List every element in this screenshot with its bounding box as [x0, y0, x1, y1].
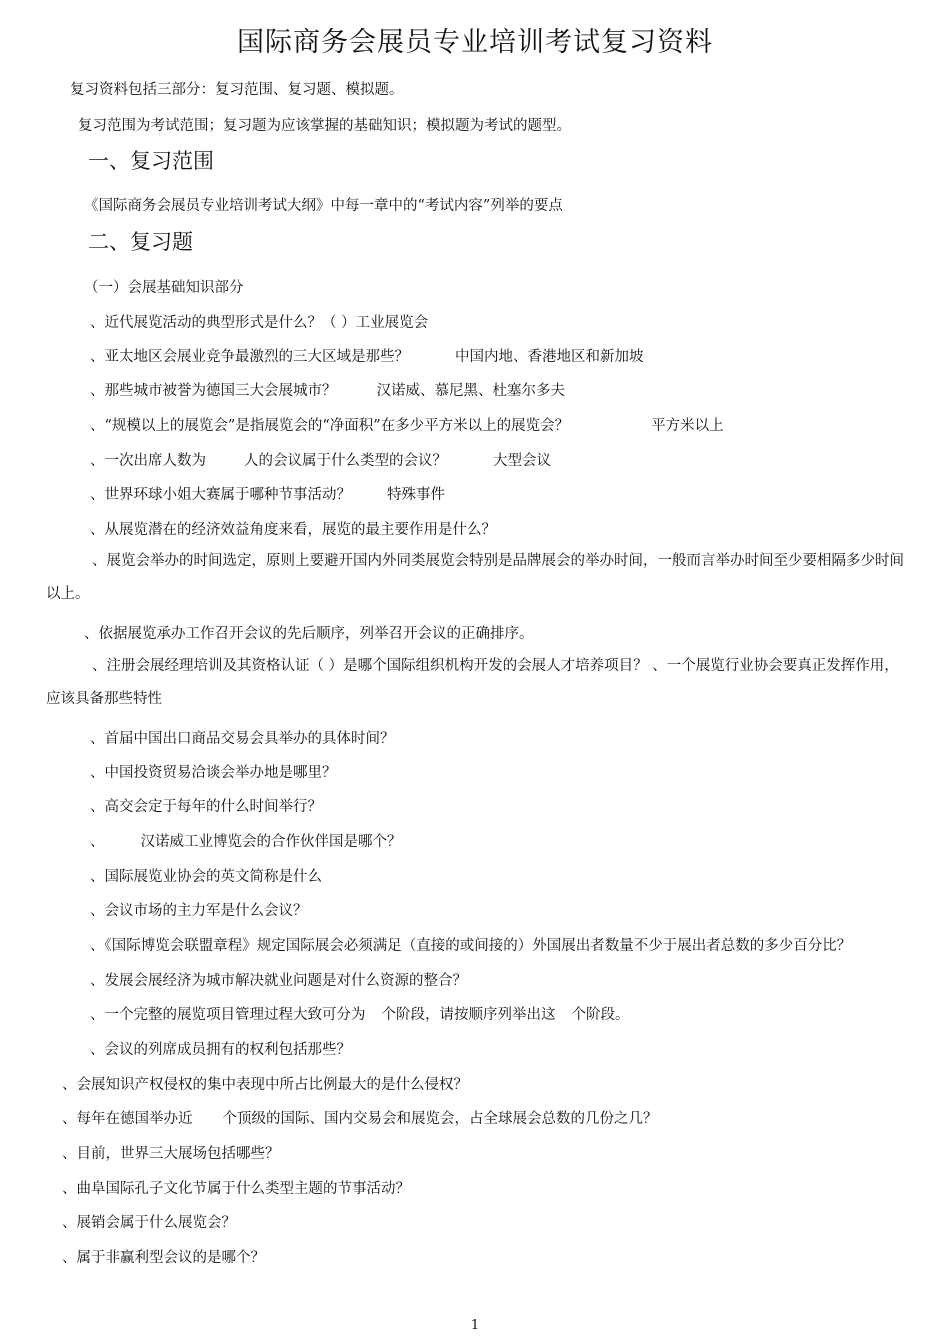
question-item: 、会展知识产权侵权的集中表现中所占比例最大的是什么侵权？ — [62, 1077, 468, 1093]
question-text: 、一个完整的展览项目管理过程大致可分为 — [90, 1007, 366, 1023]
intro-line-1: 复习资料包括三部分：复习范围、复习题、模拟题。 — [70, 82, 404, 98]
document-title: 国际商务会展员专业培训考试复习资料 — [237, 27, 713, 58]
question-item — [90, 483, 445, 504]
question-text: 人的会议属于什么类型的会议？ — [244, 453, 447, 469]
question-item: 、从展览潜在的经济效益角度来看，展览的最主要作用是什么？ — [90, 522, 496, 538]
question-text: 、“规模以上的展览会”是指展览会的“净面积”在多少平方米以上的展览会？ — [90, 418, 570, 434]
section-heading-scope: 一、复习范围 — [88, 149, 214, 173]
question-text: 、每年在德国举办近 — [62, 1111, 193, 1127]
question-text: 个阶段。 — [571, 1007, 630, 1023]
question-item: 、近代展览活动的典型形式是什么？（ ）工业展览会 — [90, 315, 429, 331]
question-item: 、国际展览业协会的英文简称是什么 — [90, 869, 322, 885]
question-item — [90, 345, 644, 366]
question-item: 、高交会定于每年的什么时间举行？ — [90, 799, 322, 815]
question-item — [90, 830, 402, 851]
subsection-heading-basics: （一）会展基础知识部分 — [84, 280, 244, 296]
answer-text: 平方米以上 — [651, 418, 724, 434]
question-text: 个顶级的国际、国内交易会和展览会，占全球展会总数的几份之几？ — [222, 1111, 658, 1127]
question-item: 、目前，世界三大展场包括哪些？ — [62, 1146, 280, 1162]
question-text: 、那些城市被誉为德国三大会展城市？ — [90, 383, 337, 399]
answer-text: 特殊事件 — [387, 487, 445, 503]
question-item — [62, 1107, 658, 1128]
question-item: 、《国际博览会联盟章程》规定国际展会必须满足（直接的或间接的）外国展出者数量不少于展出者总数的多少百分比？ — [90, 938, 852, 954]
question-text: 个阶段，请按顺序列举出这 — [381, 1007, 556, 1023]
question-item: 、会议市场的主力军是什么会议？ — [90, 903, 308, 919]
question-item: 、依据展览承办工作召开会议的先后顺序，列举召开会议的正确排序。 — [84, 626, 534, 642]
question-text: 、世界环球小姐大赛属于哪种节事活动？ — [90, 487, 351, 503]
question-item: 、会议的列席成员拥有的权利包括那些？ — [90, 1042, 351, 1058]
answer-text: 大型会议 — [493, 453, 551, 469]
question-item — [90, 449, 551, 470]
question-item: 、展销会属于什么展览会？ — [62, 1215, 236, 1231]
scope-text: 《国际商务会展员专业培训考试大纲》中每一章中的“考试内容”列举的要点 — [84, 198, 563, 214]
question-item — [90, 379, 565, 400]
question-item: 、注册会展经理培训及其资格认证（ ）是哪个国际组织机构开发的会展人才培养项目？ 、一个展览行业协会要真正发挥作用，应该具备那些特性 — [46, 658, 899, 707]
answer-text: 中国内地、香港地区和新加坡 — [455, 349, 644, 365]
question-item: 、曲阜国际孔子文化节属于什么类型主题的节事活动？ — [62, 1181, 410, 1197]
question-item: 、展览会举办的时间选定，原则上要避开国内外同类展览会特别是品牌展会的举办时间，一般而言举办时间至少要相隔多少时间以上。 — [46, 553, 904, 602]
intro-line-2: 复习范围为考试范围；复习题为应该掌握的基础知识；模拟题为考试的题型。 — [78, 118, 571, 134]
page-number: 1 — [470, 1318, 480, 1333]
question-item — [90, 1003, 630, 1024]
question-text: 、亚太地区会展业竞争最激烈的三大区域是那些？ — [90, 349, 409, 365]
question-item: 、属于非赢利型会议的是哪个？ — [62, 1250, 265, 1266]
section-heading-questions: 二、复习题 — [88, 230, 193, 254]
question-item: 、中国投资贸易洽谈会举办地是哪里？ — [90, 765, 337, 781]
question-text: 、 — [90, 834, 105, 850]
answer-text: 汉诺威、慕尼黑、杜塞尔多夫 — [376, 383, 565, 399]
question-item — [90, 414, 724, 435]
question-item: 、发展会展经济为城市解决就业问题是对什么资源的整合？ — [90, 973, 467, 989]
question-item: 、首届中国出口商品交易会具举办的具体时间？ — [90, 731, 395, 747]
question-text: 汉诺威工业博览会的合作伙伴国是哪个？ — [140, 834, 402, 850]
question-text: 、一次出席人数为 — [90, 453, 206, 469]
